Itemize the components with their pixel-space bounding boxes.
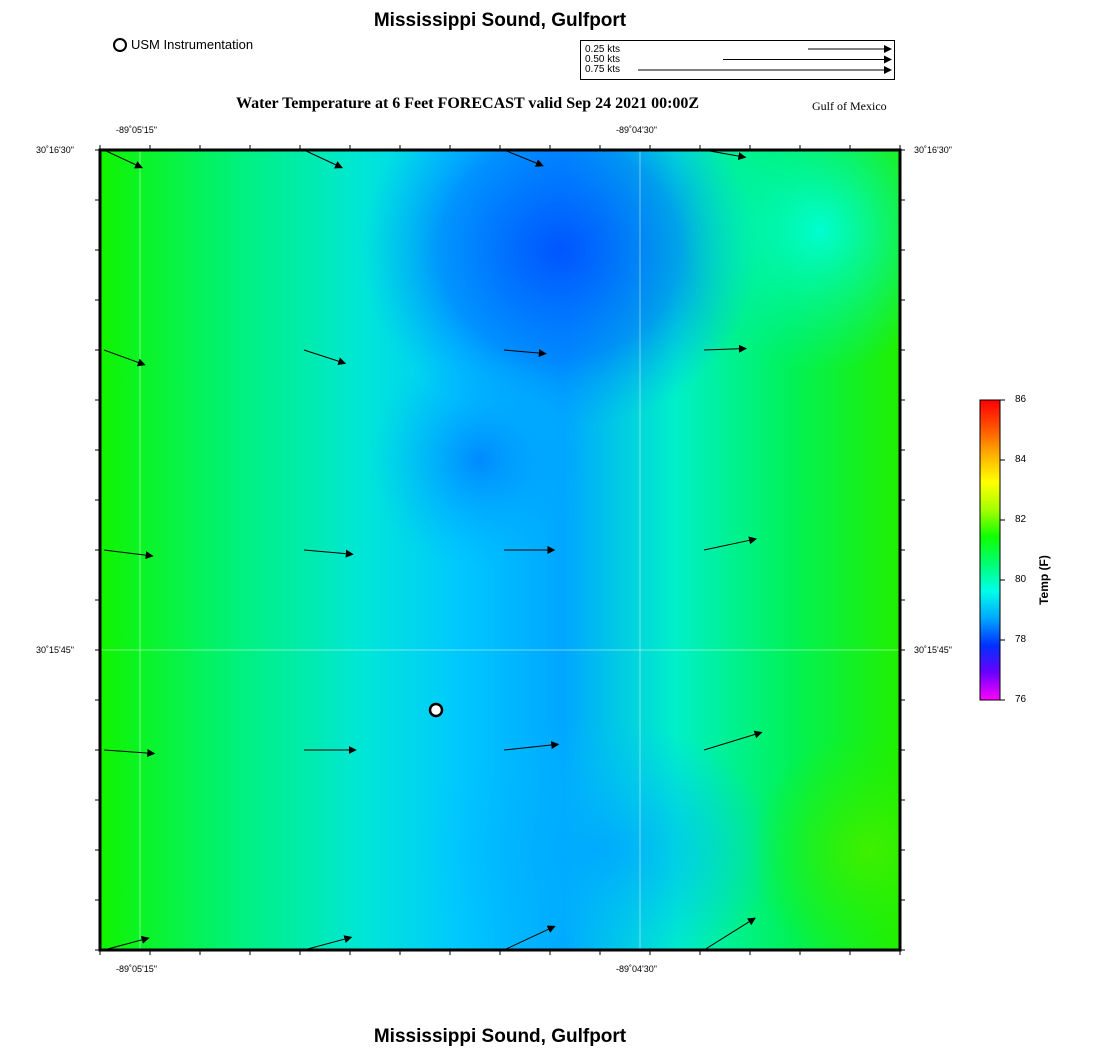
cold-pool-center [370, 350, 590, 570]
colorbar-tick-label: 86 [1015, 394, 1027, 405]
region-label: Gulf of Mexico [812, 99, 887, 113]
colorbar-tick-label: 84 [1015, 454, 1027, 465]
lat-tick-label: 30˚15'45" [36, 645, 74, 655]
colorbar-tick-label: 78 [1015, 634, 1027, 645]
lon-tick-label: -89˚04'30" [616, 125, 657, 135]
lon-tick-label: -89˚05'15" [116, 964, 157, 974]
vector-key-label: 0.75 kts [585, 64, 621, 75]
lon-tick-label: -89˚04'30" [616, 964, 657, 974]
footer-title: Mississippi Sound, Gulfport [373, 1026, 627, 1047]
colorbar-title: Temp (F) [1037, 555, 1051, 605]
temperature-field [100, 70, 990, 980]
lon-tick-label: -89˚05'15" [116, 125, 157, 135]
cold-pool-south [420, 720, 780, 980]
colorbar-tick-label: 82 [1015, 514, 1027, 525]
lat-tick-label: 30˚15'45" [914, 645, 952, 655]
colorbar [980, 400, 1005, 700]
warm-region-southeast [750, 730, 990, 970]
usm-station-marker[interactable] [430, 704, 442, 716]
lat-tick-label: 30˚16'30" [36, 145, 74, 155]
vector-key-arrows [638, 49, 891, 70]
station-legend-label: USM Instrumentation [131, 37, 254, 52]
vector-key-label: 0.25 kts [585, 44, 621, 55]
cyan-region-northeast [680, 90, 960, 370]
colorbar-tick-label: 76 [1015, 694, 1027, 705]
colorbar-gradient [980, 400, 1000, 700]
plot-subtitle: Water Temperature at 6 Feet FORECAST valid Sep 24 2021 00:00Z [236, 95, 700, 112]
map-title: Mississippi Sound, Gulfport [373, 10, 627, 31]
colorbar-tick-label: 80 [1015, 574, 1027, 585]
vector-key-label: 0.50 kts [585, 54, 621, 65]
lat-tick-label: 30˚16'30" [914, 145, 952, 155]
